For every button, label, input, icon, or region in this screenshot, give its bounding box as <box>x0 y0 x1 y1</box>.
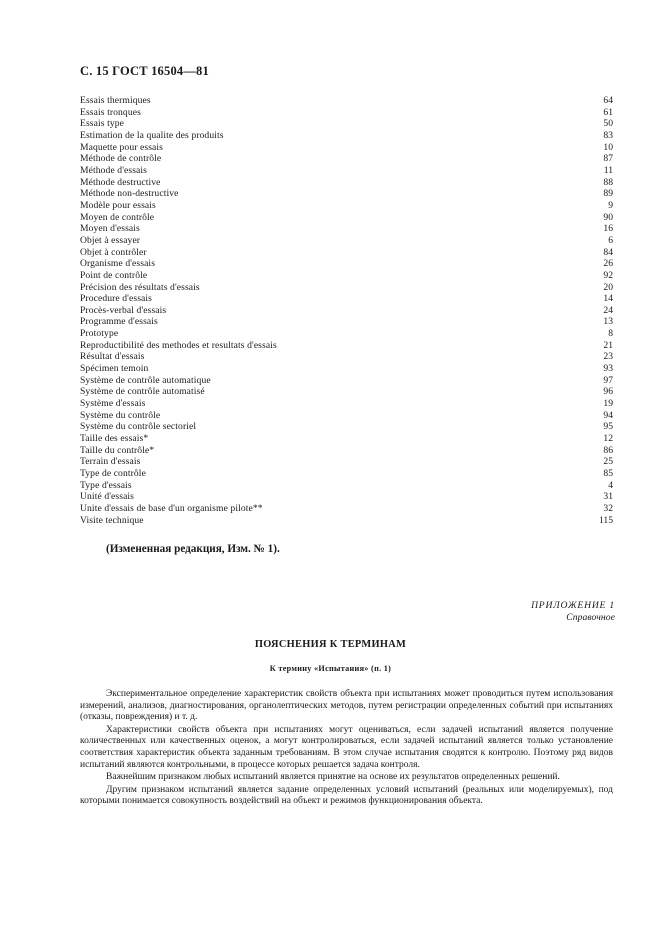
index-row <box>80 433 613 445</box>
index-term: Prototype <box>80 328 119 340</box>
index-row <box>80 142 613 154</box>
index-term: Programme d'essais <box>80 316 158 328</box>
appendix-label: ПРИЛОЖЕНИЕ 1 <box>531 600 615 611</box>
index-row <box>80 107 613 119</box>
index-page-number: 83 <box>603 129 613 141</box>
index-term: Méthode de contrôle <box>80 153 162 165</box>
index-term: Unité d'essais <box>80 491 135 503</box>
term-index-list <box>80 95 613 526</box>
index-page-number: 94 <box>603 409 613 421</box>
index-row <box>80 95 613 107</box>
index-page-number: 4 <box>608 479 613 491</box>
index-term: Résultat d'essais <box>80 351 145 363</box>
index-term: Essais type <box>80 118 125 130</box>
index-page-number: 92 <box>603 269 613 281</box>
index-term: Taille des essais* <box>80 433 149 445</box>
index-row <box>80 165 613 177</box>
index-term: Taille du contrôle* <box>80 444 155 456</box>
index-page-number: 32 <box>603 502 613 514</box>
index-row <box>80 445 613 457</box>
index-page-number: 14 <box>603 293 613 305</box>
index-term: Système de contrôle automatique <box>80 374 211 386</box>
index-row <box>80 282 613 294</box>
index-page-number: 8 <box>608 328 613 340</box>
index-row <box>80 515 613 527</box>
index-page-number: 6 <box>608 234 613 246</box>
index-term: Méthode d'essais <box>80 164 148 176</box>
appendix-sublabel: Справочное <box>566 612 615 623</box>
index-row <box>80 235 613 247</box>
index-term: Méthode non-destructive <box>80 188 179 200</box>
index-term: Type de contrôle <box>80 468 146 479</box>
index-row <box>80 118 613 130</box>
index-page-number: 89 <box>603 188 613 200</box>
index-page-number: 85 <box>603 468 613 479</box>
index-page-number: 87 <box>603 153 613 165</box>
index-term: Essais thermiques <box>80 95 151 106</box>
index-term: Maquette pour essais <box>80 141 163 153</box>
index-term: Précision des résultats d'essais <box>80 281 200 293</box>
index-page-number: 84 <box>603 246 613 258</box>
index-term: Visite technique <box>80 514 144 526</box>
index-term: Spécimen temoin <box>80 363 149 375</box>
index-page-number: 97 <box>603 374 613 386</box>
index-page-number: 10 <box>603 141 613 153</box>
index-term: Terrain d'essais <box>80 456 141 468</box>
index-page-number: 115 <box>598 514 613 526</box>
index-row <box>80 421 613 433</box>
index-page-number: 20 <box>603 281 613 293</box>
index-term: Unite d'essais de base d'un organisme pilote** <box>80 502 263 514</box>
revision-note: (Измененная редакция, Изм. № 1). <box>106 543 280 555</box>
index-row <box>80 456 613 468</box>
index-page-number: 25 <box>603 456 613 468</box>
index-row <box>80 340 613 352</box>
page-header: С. 15 ГОСТ 16504—81 <box>80 64 209 78</box>
index-row <box>80 270 613 282</box>
index-row <box>80 468 613 480</box>
index-term: Moyen de contrôle <box>80 211 155 223</box>
explanation-body <box>80 689 613 809</box>
index-row <box>80 305 613 317</box>
index-row <box>80 200 613 212</box>
index-term: Système de contrôle automatisé <box>80 386 205 398</box>
index-term: Type d'essais <box>80 479 132 491</box>
index-page-number: 12 <box>603 433 613 445</box>
index-row <box>80 328 613 340</box>
paragraph: Экспериментальное определение характеристик свойств объекта при испытаниях может проводиться путем использования измерений, анализов, диагностирования, органолептических методов, путем регистрации определенных событий при испытаниях (отказы, повреждения) и т. д. <box>80 689 613 723</box>
index-term: Moyen d'essais <box>80 223 140 235</box>
index-page-number: 31 <box>603 491 613 503</box>
index-page-number: 23 <box>603 351 613 363</box>
index-page-number: 96 <box>603 386 613 398</box>
index-row <box>80 480 613 492</box>
index-page-number: 16 <box>603 223 613 235</box>
paragraph: Другим признаком испытаний является задание определенных условий испытаний (реальных или моделируемых), под которыми понимается совокупность воздействий на объект и режимов функционирования объекта. <box>80 784 613 807</box>
index-page-number: 86 <box>603 444 613 456</box>
index-row <box>80 351 613 363</box>
index-row <box>80 316 613 328</box>
index-row <box>80 491 613 503</box>
index-row <box>80 188 613 200</box>
index-term: Méthode destructive <box>80 176 161 188</box>
section-subtitle: К термину «Испытания» (п. 1) <box>269 664 392 673</box>
index-page-number: 26 <box>603 258 613 270</box>
index-row <box>80 212 613 224</box>
index-page-number: 61 <box>603 106 613 118</box>
paragraph: Важнейшим признаком любых испытаний является принятие на основе их результатов определенных решений. <box>106 772 560 783</box>
index-row <box>80 223 613 235</box>
index-row <box>80 410 613 422</box>
index-row <box>80 363 613 375</box>
index-row <box>80 258 613 270</box>
index-page-number: 64 <box>603 95 613 106</box>
index-page-number: 24 <box>603 304 613 316</box>
index-page-number: 95 <box>603 421 613 433</box>
index-page-number: 9 <box>608 199 613 211</box>
index-row <box>80 293 613 305</box>
index-row <box>80 375 613 387</box>
index-row <box>80 247 613 259</box>
index-page-number: 19 <box>603 398 613 410</box>
index-page-number: 11 <box>603 164 613 176</box>
index-term: Modèle pour essais <box>80 199 156 211</box>
index-page-number: 21 <box>603 339 613 351</box>
index-term: Objet à contrôler <box>80 246 147 258</box>
index-term: Estimation de la qualite des produits <box>80 129 224 141</box>
index-page-number: 90 <box>603 211 613 223</box>
index-term: Système du contrôle <box>80 409 161 421</box>
index-row <box>80 177 613 189</box>
index-page-number: 93 <box>603 363 613 375</box>
index-row <box>80 503 613 515</box>
index-row <box>80 130 613 142</box>
index-page-number: 50 <box>603 118 613 130</box>
index-page-number: 13 <box>603 316 613 328</box>
index-row <box>80 398 613 410</box>
index-term: Reproductibilité des methodes et resultats d'essais <box>80 339 277 351</box>
index-page-number: 88 <box>603 176 613 188</box>
index-term: Système du contrôle sectoriel <box>80 421 197 433</box>
index-term: Objet à essayer <box>80 234 141 246</box>
index-term: Procès-verbal d'essais <box>80 304 167 316</box>
section-title: ПОЯСНЕНИЯ К ТЕРМИНАМ <box>254 639 407 650</box>
index-term: Essais tronques <box>80 106 141 118</box>
index-row <box>80 386 613 398</box>
index-term: Point de contrôle <box>80 269 148 281</box>
paragraph: Характеристики свойств объекта при испытаниях могут оцениваться, если задачей испытаний является получение количественных или качественных оценок, а могут контролироваться, если задачей испытаний является только установление соответствия характеристик объекта заданным требованиям. В этом случае испытания сводятся к контролю. Поэтому ряд видов испытаний являются контрольными, в процессе которых решается задача контроля. <box>80 724 613 770</box>
index-term: Système d'essais <box>80 398 146 410</box>
index-row <box>80 153 613 165</box>
appendix-label-block <box>531 600 615 623</box>
index-term: Organisme d'essais <box>80 258 156 270</box>
index-term: Procedure d'essais <box>80 293 152 305</box>
